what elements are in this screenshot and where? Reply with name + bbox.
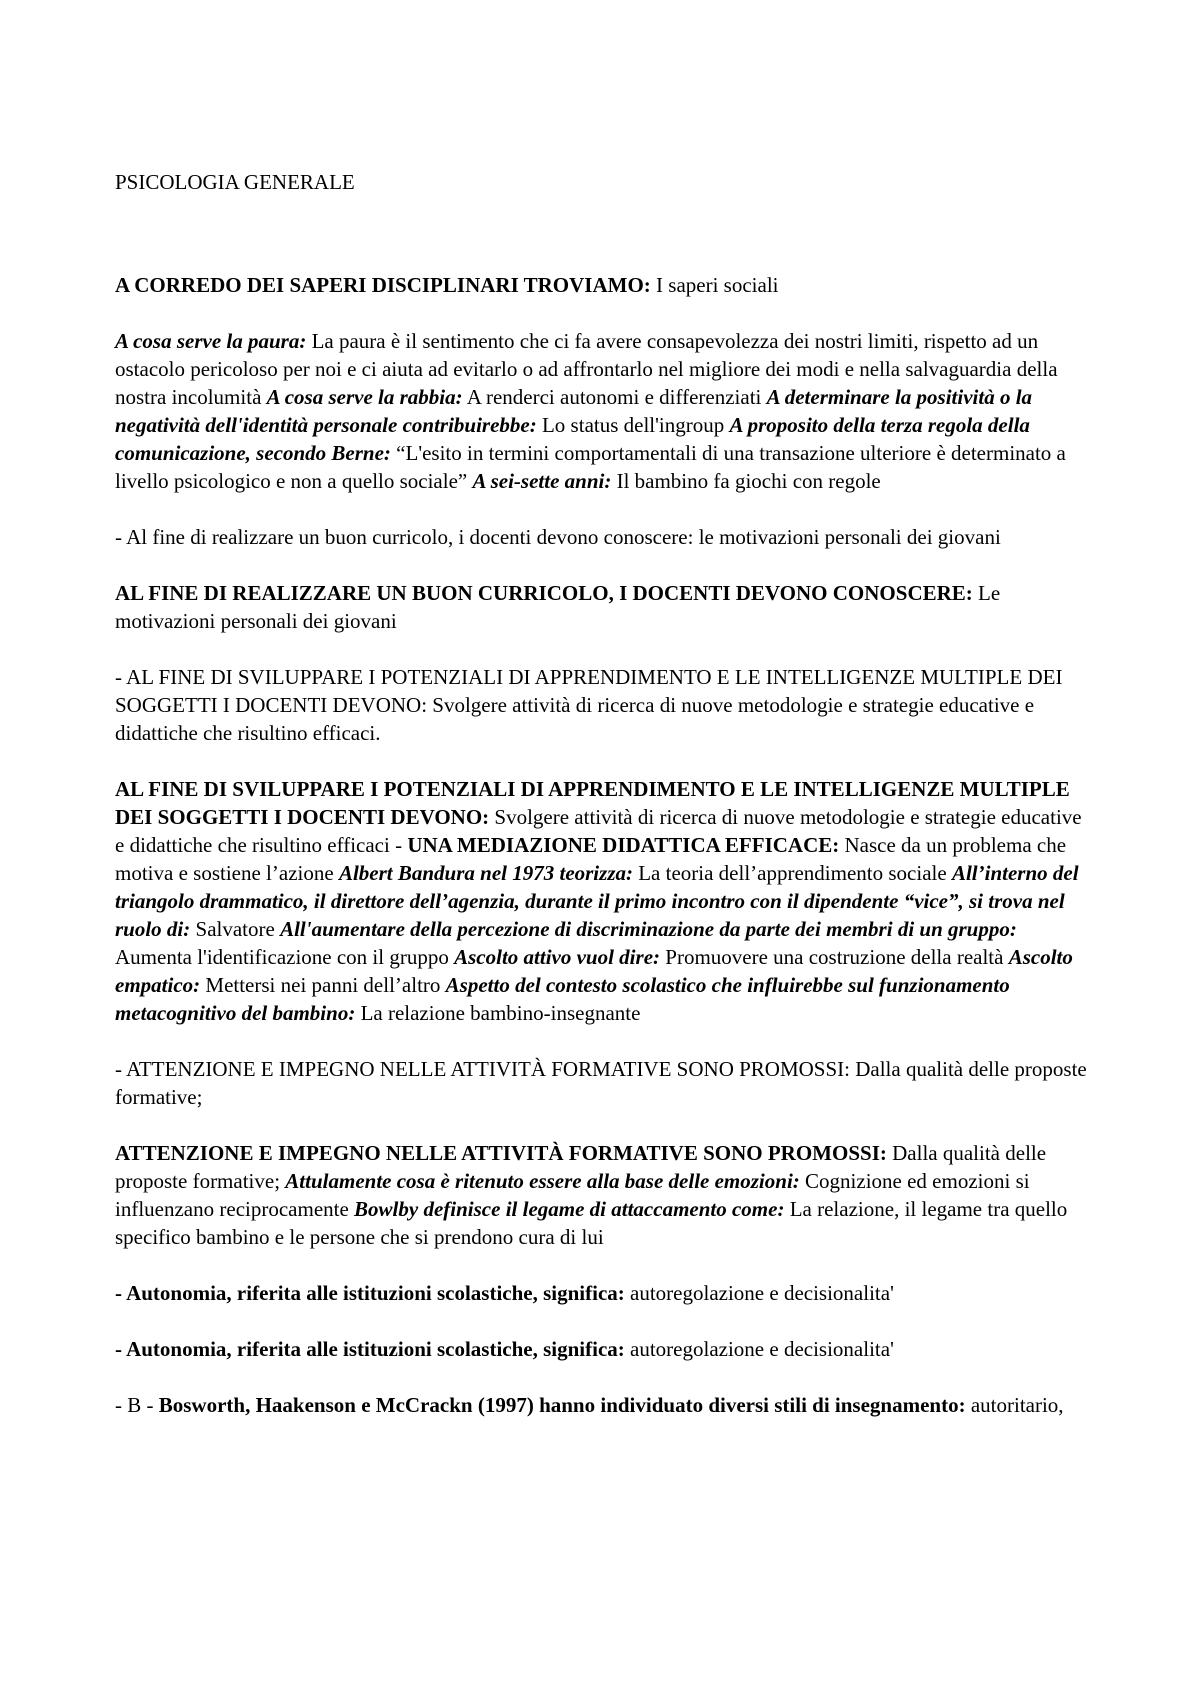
document-body — [115, 168, 1095, 1419]
paragraph — [115, 327, 1095, 495]
question-text: A determinare la positività o la negatività dell'identità personale contribuirebbe: — [115, 385, 1033, 437]
answer-text: autoritario, — [965, 1393, 1064, 1417]
paragraph — [115, 1335, 1095, 1363]
paragraph — [115, 1055, 1095, 1111]
body-text: - B - — [115, 1393, 159, 1417]
answer-text: Nasce da un problema che motiva e sostiene l’azione — [115, 833, 1067, 885]
heading-text: UNA MEDIAZIONE DIDATTICA EFFICACE: — [407, 833, 840, 857]
answer-text: La paura è il sentimento che ci fa avere consapevolezza dei nostri limiti, rispetto ad un ostacolo pericoloso per noi e ci aiuta ad evitarlo o ad affrontarlo nel migliore dei modi e nella salvaguardia della nostra incolumità — [115, 329, 1058, 409]
question-text: All’interno del triangolo drammatico, il direttore dell’agenzia, durante il primo incontro con il dipendente “vice”, si trova nel ruolo di: — [115, 861, 1079, 941]
heading-text: - Autonomia, riferita alle istituzioni scolastiche, significa: — [115, 1337, 625, 1361]
answer-text: La relazione, il legame tra quello specifico bambino e le persone che si prendono cura di lui — [115, 1197, 1068, 1249]
question-text: A cosa serve la paura: — [115, 329, 307, 353]
answer-text: Promuovere una costruzione della realtà — [660, 945, 1009, 969]
answer-text: Cognizione ed emozioni si influenzano reciprocamente — [115, 1169, 1030, 1221]
question-text: All'aumentare della percezione di discriminazione da parte dei membri di un gruppo: — [280, 917, 1017, 941]
answer-text: Svolgere attività di ricerca di nuove metodologie e strategie educative e didattiche che risultino efficaci - — [115, 805, 1082, 857]
heading-text: Bosworth, Haakenson e McCrackn (1997) hanno individuato diversi stili di insegnamento: — [158, 1393, 966, 1417]
question-text: A sei-sette anni: — [472, 469, 612, 493]
answer-text: Mettersi nei panni dell’altro — [200, 973, 446, 997]
question-text: A cosa serve la rabbia: — [266, 385, 463, 409]
question-text: Ascolto empatico: — [115, 945, 1073, 997]
body-text: Le motivazioni personali dei giovani — [115, 581, 1001, 633]
question-text: Ascolto attivo vuol dire: — [454, 945, 661, 969]
answer-text: La relazione bambino-insegnante — [355, 1001, 641, 1025]
question-text: Attulamente cosa è ritenuto essere alla base delle emozioni: — [285, 1169, 800, 1193]
paragraph — [115, 775, 1095, 1027]
answer-text: Il bambino fa giochi con regole — [611, 469, 881, 493]
heading-text: ATTENZIONE E IMPEGNO NELLE ATTIVITÀ FORMATIVE SONO PROMOSSI: — [115, 1141, 887, 1165]
paragraph — [115, 523, 1095, 551]
answer-text: autoregolazione e decisionalita' — [624, 1281, 894, 1305]
paragraph — [115, 271, 1095, 299]
question-text: Albert Bandura nel 1973 teorizza: — [338, 861, 633, 885]
body-text: I saperi sociali — [650, 273, 779, 297]
question-text: Aspetto del contesto scolastico che influirebbe sul funzionamento metacognitivo del bambino: — [115, 973, 1010, 1025]
body-text: - ATTENZIONE E IMPEGNO NELLE ATTIVITÀ FORMATIVE SONO PROMOSSI: Dalla qualità delle proposte formative; — [115, 1057, 1087, 1109]
paragraph — [115, 1279, 1095, 1307]
paragraph — [115, 663, 1095, 747]
question-text: A proposito della terza regola della comunicazione, secondo Berne: — [115, 413, 1030, 465]
heading-text: A CORREDO DEI SAPERI DISCIPLINARI TROVIAMO: — [115, 273, 651, 297]
document-title: PSICOLOGIA GENERALE — [115, 170, 355, 194]
body-text: - AL FINE DI SVILUPPARE I POTENZIALI DI APPRENDIMENTO E LE INTELLIGENZE MULTIPLE DEI SOGGETTI I DOCENTI DEVONO: Svolgere attività di ricerca di nuove metodologie e strategie educative e didattiche che risultino efficaci. — [115, 665, 1063, 745]
heading-text: AL FINE DI SVILUPPARE I POTENZIALI DI APPRENDIMENTO E LE INTELLIGENZE MULTIPLE DEI SOGGETTI I DOCENTI DEVONO: — [115, 777, 1070, 829]
answer-text: “L'esito in termini comportamentali di una transazione ulteriore è determinato a livello psicologico e non a quello sociale” — [115, 441, 1066, 493]
body-text: - Al fine di realizzare un buon curricolo, i docenti devono conoscere: le motivazioni personali dei giovani — [115, 525, 1001, 549]
question-text: Bowlby definisce il legame di attaccamento come: — [354, 1197, 785, 1221]
paragraph — [115, 1391, 1095, 1419]
answer-text: La teoria dell’apprendimento sociale — [632, 861, 952, 885]
answer-text: Aumenta l'identificazione con il gruppo — [115, 945, 455, 969]
answer-text: Lo status dell'ingroup — [536, 413, 730, 437]
answer-text: Dalla qualità delle proposte formative; — [115, 1141, 1047, 1193]
answer-text: Salvatore — [190, 917, 281, 941]
answer-text: A renderci autonomi e differenziati — [462, 385, 767, 409]
heading-text: - Autonomia, riferita alle istituzioni scolastiche, significa: — [115, 1281, 625, 1305]
heading-text: AL FINE DI REALIZZARE UN BUON CURRICOLO, I DOCENTI DEVONO CONOSCERE: — [115, 581, 973, 605]
paragraph — [115, 579, 1095, 635]
paragraph — [115, 1139, 1095, 1251]
answer-text: autoregolazione e decisionalita' — [624, 1337, 894, 1361]
